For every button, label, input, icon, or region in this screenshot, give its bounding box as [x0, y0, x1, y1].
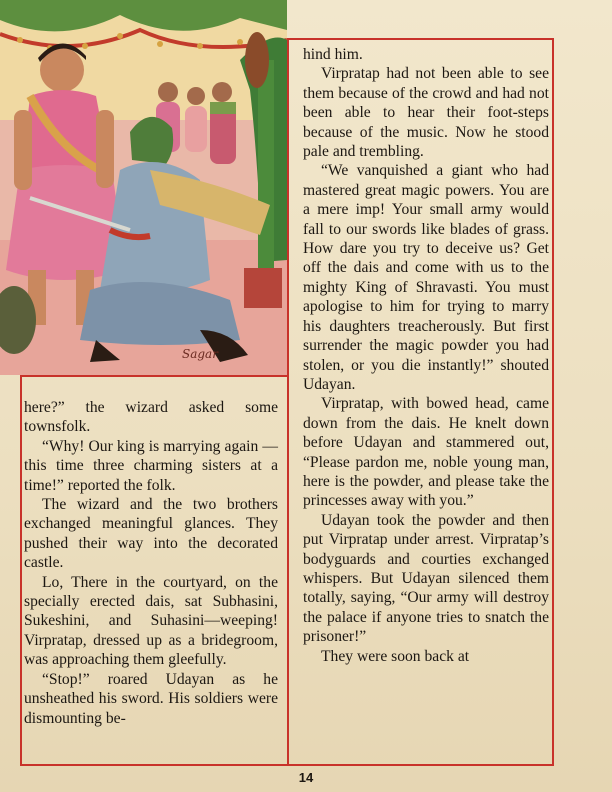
- paragraph: Udayan took the powder and then put Virpratap under arrest. Virpratap’s bodyguards and courties exchanged whispers. But Udayan silenced them totally, saying, “Our army will destroy the palace if anyone tries to snatch the prisoner!”: [303, 511, 549, 646]
- frame-left-lower: [20, 375, 22, 766]
- artist-signature: Sagar: [182, 347, 218, 361]
- paragraph: hind him.: [303, 46, 363, 63]
- paragraph: “Why! Our king is marrying again —this time three charming sisters at a time!” reported the folk.: [24, 437, 278, 494]
- left-text-column: [24, 398, 278, 728]
- frame-top-right: [287, 38, 554, 40]
- paragraph: Virpratap had not been able to see them because of the crowd and had not been able to hear their foot-steps because of the music. Now he stood pale and trembling.: [303, 65, 549, 161]
- paragraph: Lo, There in the courtyard, on the specially erected dais, sat Subhasini, Sukeshini, and Suhasini—weeping! Virpratap, dressed up as a bridegroom, was approaching them gleefully.: [24, 573, 278, 669]
- paragraph: The wizard and the two brothers exchanged meaningful glances. They pushed their way into the decorated castle.: [24, 496, 278, 572]
- right-text-column: [303, 45, 549, 666]
- paragraph: “We vanquished a giant who had mastered great magic powers. You are a mere imp! Your small army would fall to our swords like blades of grass. How dare you try to deceive us? Get off the dais and come with us to the mighty King of Shravasti. You must apologise to him for trying to marry his daughters treacherously. But first surrender the magic powder you had stolen, or you die instantly!” shouted Udayan.: [303, 162, 549, 393]
- paragraph: “Stop!” roared Udayan as he unsheathed his sword. His soldiers were dismounting be-: [24, 670, 278, 727]
- page-number: 14: [298, 770, 314, 785]
- paragraph: They were soon back at: [321, 647, 470, 665]
- story-illustration: [0, 0, 287, 375]
- paragraph: here?” the wizard asked some townsfolk.: [24, 399, 278, 436]
- frame-right: [552, 38, 554, 766]
- frame-column-divider: [287, 38, 289, 766]
- frame-mid-horizontal: [20, 375, 289, 377]
- paragraph: Virpratap, with bowed head, came down from the dais. He knelt down before Udayan and stammered out, “Please pardon me, noble young man, here is the powder, and please take the princesses away with you.”: [303, 395, 549, 510]
